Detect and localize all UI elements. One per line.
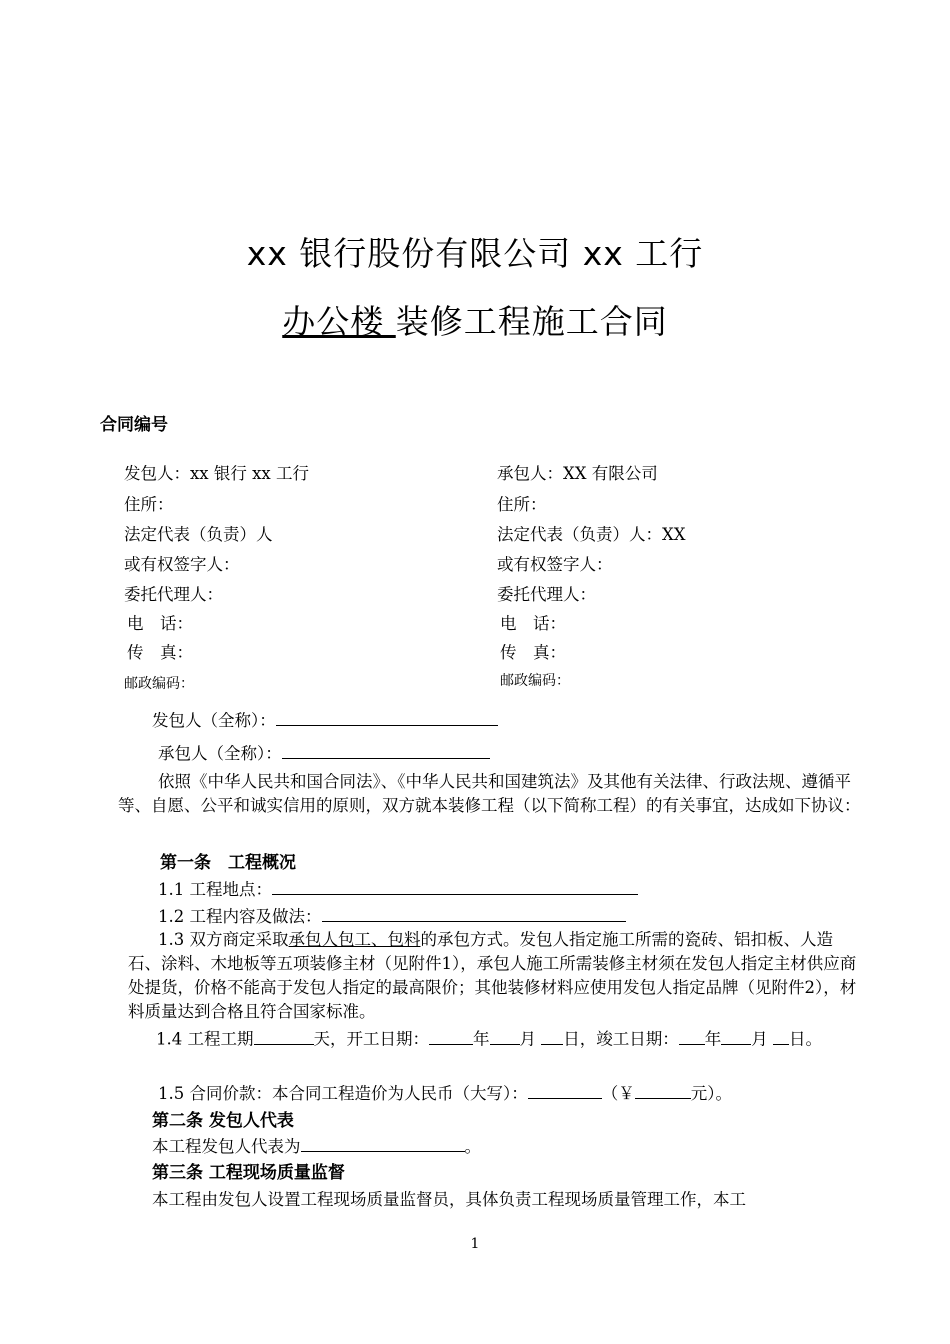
clause-1-5: 1.5 合同价款：本合同工程造价为人民币（大写）： （￥ 元）。 bbox=[158, 1080, 732, 1104]
article-2-text: 本工程发包人代表为 。 bbox=[152, 1133, 481, 1157]
article-2-heading: 第二条 发包人代表 bbox=[152, 1111, 294, 1131]
article-3-heading: 第三条 工程现场质量监督 bbox=[152, 1163, 345, 1183]
clause-1-4: 1.4 工程工期 天，开工日期： 年 月 日，竣工日期： 年 月 日。 bbox=[156, 1027, 866, 1052]
party-a-legal-rep: 法定代表（负责）人 bbox=[124, 525, 273, 544]
work-content-blank bbox=[322, 905, 626, 923]
clause-1-2: 1.2 工程内容及做法： bbox=[158, 903, 626, 927]
contract-number-label: 合同编号 bbox=[100, 415, 168, 435]
party-b-legal-rep: 法定代表（负责）人：XX bbox=[497, 525, 686, 544]
party-a-agent: 委托代理人： bbox=[124, 585, 223, 604]
party-b-phone: 电 话： bbox=[500, 614, 566, 633]
party-b-signatory: 或有权签字人： bbox=[497, 555, 613, 574]
party-b-fullname-blank bbox=[282, 742, 490, 760]
clause-1-3: 1.3 双方商定采取承包人包工、包料的承包方式。发包人指定施工所需的瓷砖、铝扣板、人造石、涂料、木地板等五项装修主材（见附件1），承包人施工所需装修主材须在发包人指定主材供应商处提货，价格不能高于发包人指定的最高限价；其他装修材料应使用发包人指定品牌（见附件2），材料质量达到合格且符合国家标准。 bbox=[128, 930, 857, 1021]
party-a-phone: 电 话： bbox=[127, 614, 193, 633]
party-b-fullname: 承包人（全称）： bbox=[158, 740, 490, 764]
title-line-1: xx 银行股份有限公司 xx 工行 bbox=[246, 234, 704, 273]
party-b-address: 住所： bbox=[497, 495, 547, 514]
representative-blank bbox=[301, 1135, 465, 1153]
party-a-signatory: 或有权签字人： bbox=[124, 555, 240, 574]
page-number: 1 bbox=[470, 1236, 480, 1252]
party-a-fax: 传 真： bbox=[127, 643, 193, 662]
title-project-name: 办公楼 bbox=[282, 302, 396, 341]
party-a-name: 发包人：xx 银行 xx 工行 bbox=[124, 464, 309, 483]
party-a-postcode: 邮政编码： bbox=[124, 676, 194, 692]
title-line-2: 办公楼 装修工程施工合同 bbox=[282, 302, 668, 341]
clause-1-1: 1.1 工程地点： bbox=[158, 876, 638, 900]
party-a-fullname-blank bbox=[276, 709, 498, 727]
party-a-address: 住所： bbox=[124, 495, 174, 514]
party-b-fax: 传 真： bbox=[500, 643, 566, 662]
party-b-name: 承包人：XX 有限公司 bbox=[497, 464, 658, 483]
article-1-heading: 第一条 工程概况 bbox=[160, 853, 296, 873]
party-b-agent: 委托代理人： bbox=[497, 585, 596, 604]
price-words-blank bbox=[528, 1082, 602, 1100]
party-b-postcode: 邮政编码： bbox=[500, 673, 570, 689]
article-3-text: 本工程由发包人设置工程现场质量监督员，具体负责工程现场质量管理工作，本工 bbox=[152, 1190, 746, 1209]
party-a-fullname: 发包人（全称）： bbox=[152, 707, 498, 731]
intro-paragraph: 依照《中华人民共和国合同法》、《中华人民共和国建筑法》及其他有关法律、行政法规、遵循平等、自愿、公平和诚实信用的原则，双方就本装修工程（以下简称工程）的有关事宜，达成如下协议： bbox=[118, 772, 861, 815]
price-figures-blank bbox=[635, 1082, 691, 1100]
site-location-blank bbox=[272, 878, 638, 896]
